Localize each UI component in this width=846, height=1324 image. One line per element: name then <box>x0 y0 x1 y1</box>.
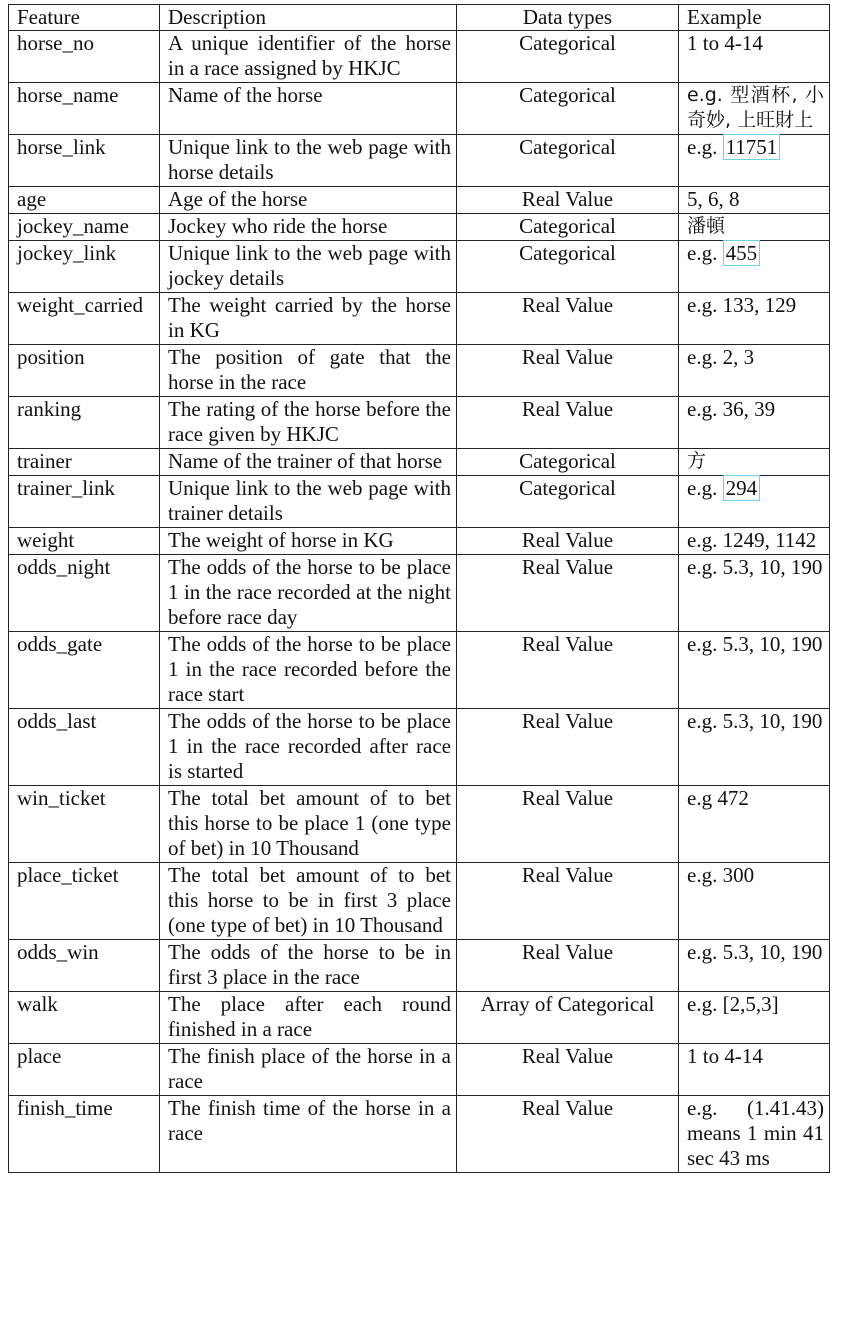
cell-data-type: Real Value <box>457 345 679 397</box>
feature-table <box>8 4 830 1173</box>
cell-description: The odds of the horse to be place 1 in the race recorded after race is started <box>160 709 457 786</box>
cell-example: 方 <box>679 449 830 476</box>
cell-feature: ranking <box>9 397 160 449</box>
cell-example: e.g. 5.3, 10, 190 <box>679 940 830 992</box>
cell-example <box>679 476 830 528</box>
cell-data-type: Real Value <box>457 863 679 940</box>
cell-data-type: Categorical <box>457 83 679 135</box>
cell-feature: odds_gate <box>9 632 160 709</box>
cell-data-type: Real Value <box>457 786 679 863</box>
header-description: Description <box>160 5 457 31</box>
cell-feature: win_ticket <box>9 786 160 863</box>
table-row <box>9 940 830 992</box>
cell-example: 潘頓 <box>679 214 830 241</box>
table-row <box>9 31 830 83</box>
cell-description: A unique identifier of the horse in a race assigned by HKJC <box>160 31 457 83</box>
cell-data-type: Real Value <box>457 709 679 786</box>
cell-feature: age <box>9 187 160 214</box>
cell-description: The odds of the horse to be place 1 in the race recorded before the race start <box>160 632 457 709</box>
cell-example: e.g. 5.3, 10, 190 <box>679 709 830 786</box>
cell-feature: walk <box>9 992 160 1044</box>
example-link[interactable]: 455 <box>723 240 761 266</box>
cell-feature: place_ticket <box>9 863 160 940</box>
cell-example <box>679 241 830 293</box>
cell-example: 1 to 4-14 <box>679 31 830 83</box>
cell-data-type: Real Value <box>457 187 679 214</box>
cell-example: e.g 472 <box>679 786 830 863</box>
cell-feature: horse_name <box>9 83 160 135</box>
cell-data-type: Real Value <box>457 940 679 992</box>
header-data-types: Data types <box>457 5 679 31</box>
table-row <box>9 528 830 555</box>
cell-feature: horse_link <box>9 135 160 187</box>
header-feature: Feature <box>9 5 160 31</box>
cell-description: The total bet amount of to bet this horse to be place 1 (one type of bet) in 10 Thousand <box>160 786 457 863</box>
cell-example: e.g. 2, 3 <box>679 345 830 397</box>
cell-data-type: Categorical <box>457 135 679 187</box>
cell-data-type: Real Value <box>457 632 679 709</box>
cell-description: Unique link to the web page with horse details <box>160 135 457 187</box>
cell-data-type: Categorical <box>457 31 679 83</box>
cell-data-type: Categorical <box>457 449 679 476</box>
example-prefix: e.g. <box>687 135 718 159</box>
cell-description: The position of gate that the horse in the race <box>160 345 457 397</box>
table-header-row <box>9 5 830 31</box>
table-row <box>9 632 830 709</box>
cell-feature: finish_time <box>9 1096 160 1173</box>
cell-data-type: Categorical <box>457 241 679 293</box>
cell-data-type: Real Value <box>457 555 679 632</box>
cell-description: The finish place of the horse in a race <box>160 1044 457 1096</box>
cell-example: e.g. 36, 39 <box>679 397 830 449</box>
cell-description: Age of the horse <box>160 187 457 214</box>
cell-description: Unique link to the web page with trainer details <box>160 476 457 528</box>
cell-description: The weight of horse in KG <box>160 528 457 555</box>
table-row <box>9 709 830 786</box>
table-row <box>9 83 830 135</box>
cell-description: Unique link to the web page with jockey details <box>160 241 457 293</box>
cell-description: The rating of the horse before the race given by HKJC <box>160 397 457 449</box>
cell-example: e.g. (1.41.43) means 1 min 41 sec 43 ms <box>679 1096 830 1173</box>
table-row <box>9 992 830 1044</box>
table-row <box>9 293 830 345</box>
cell-description: The place after each round finished in a race <box>160 992 457 1044</box>
cell-data-type: Real Value <box>457 1096 679 1173</box>
example-link[interactable]: 294 <box>723 475 761 501</box>
cell-description: The odds of the horse to be place 1 in the race recorded at the night before race day <box>160 555 457 632</box>
table-row <box>9 214 830 241</box>
table-row <box>9 1044 830 1096</box>
cell-feature: weight <box>9 528 160 555</box>
cell-description: The finish time of the horse in a race <box>160 1096 457 1173</box>
cell-data-type: Real Value <box>457 528 679 555</box>
table-row <box>9 397 830 449</box>
cell-feature: odds_last <box>9 709 160 786</box>
cell-example: e.g. 5.3, 10, 190 <box>679 555 830 632</box>
cell-data-type: Real Value <box>457 1044 679 1096</box>
table-row <box>9 135 830 187</box>
cell-data-type: Categorical <box>457 476 679 528</box>
cell-description: The odds of the horse to be in first 3 place in the race <box>160 940 457 992</box>
example-prefix: e.g. <box>687 476 718 500</box>
example-prefix: e.g. <box>687 241 718 265</box>
cell-example: e.g. 133, 129 <box>679 293 830 345</box>
cell-feature: jockey_name <box>9 214 160 241</box>
cell-feature: trainer_link <box>9 476 160 528</box>
table-row <box>9 449 830 476</box>
table-row <box>9 345 830 397</box>
cell-description: Name of the horse <box>160 83 457 135</box>
header-example: Example <box>679 5 830 31</box>
cell-example: 1 to 4-14 <box>679 1044 830 1096</box>
cell-example: e.g. 5.3, 10, 190 <box>679 632 830 709</box>
cell-data-type: Real Value <box>457 293 679 345</box>
table-row <box>9 555 830 632</box>
cell-description: The total bet amount of to bet this horse to be in first 3 place (one type of bet) in 10 Thousand <box>160 863 457 940</box>
cell-example: e.g. [2,5,3] <box>679 992 830 1044</box>
cell-feature: position <box>9 345 160 397</box>
example-link[interactable]: 11751 <box>723 134 781 160</box>
cell-data-type: Categorical <box>457 214 679 241</box>
cell-feature: horse_no <box>9 31 160 83</box>
cell-description: Jockey who ride the horse <box>160 214 457 241</box>
cell-feature: weight_carried <box>9 293 160 345</box>
cell-example: e.g. 300 <box>679 863 830 940</box>
table-row <box>9 1096 830 1173</box>
cell-feature: jockey_link <box>9 241 160 293</box>
table-body <box>9 31 830 1173</box>
cell-feature: odds_win <box>9 940 160 992</box>
cell-data-type: Array of Categorical <box>457 992 679 1044</box>
table-row <box>9 187 830 214</box>
cell-example: 5, 6, 8 <box>679 187 830 214</box>
cell-feature: place <box>9 1044 160 1096</box>
table-row <box>9 241 830 293</box>
cell-description: Name of the trainer of that horse <box>160 449 457 476</box>
table-row <box>9 863 830 940</box>
cell-feature: trainer <box>9 449 160 476</box>
cell-feature: odds_night <box>9 555 160 632</box>
cell-example: e.g. 1249, 1142 <box>679 528 830 555</box>
cell-description: The weight carried by the horse in KG <box>160 293 457 345</box>
table-row <box>9 786 830 863</box>
cell-example: e.g. 型酒杯, 小奇妙, 上旺財上 <box>679 83 830 135</box>
cell-example <box>679 135 830 187</box>
table-row <box>9 476 830 528</box>
cell-data-type: Real Value <box>457 397 679 449</box>
